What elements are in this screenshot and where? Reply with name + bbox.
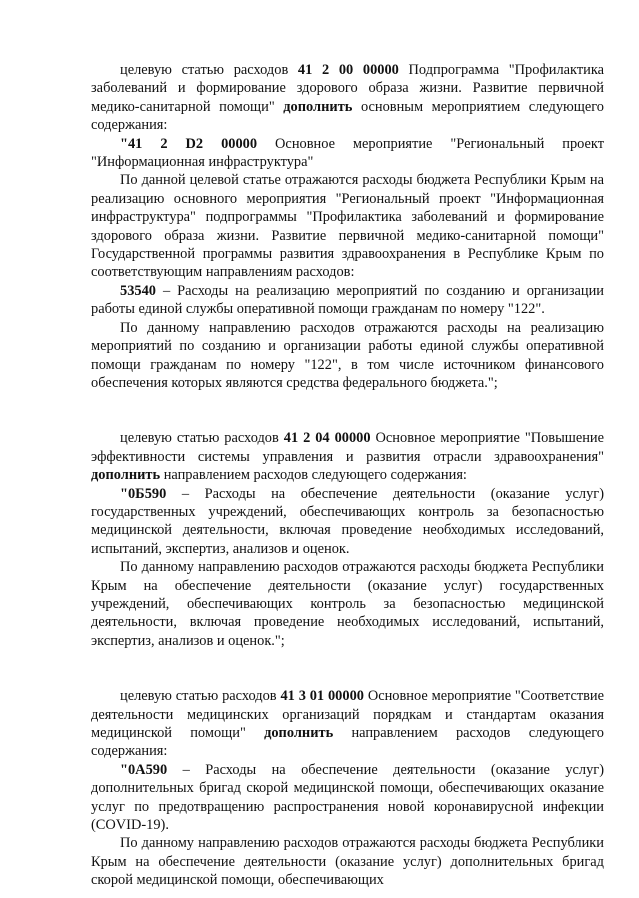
- paragraph: [91, 834, 604, 889]
- keyword-dopolnit: дополнить: [91, 467, 161, 484]
- paragraph: [91, 485, 604, 559]
- text: По данному направлению расходов отражаются расходы на реализацию мероприятий по созданию и организации работы единой службы оперативной помощи гражданам по номеру "122", в том числе источником финансового обеспечения которых являются средства федерального бюджета.";: [91, 319, 604, 391]
- text: направлением расходов следующего содержания:: [160, 467, 467, 484]
- text: – Расходы на обеспечение деятельности (оказание услуг) государственных учреждений, обеспечивающих контроль за безопасностью медицинской деятельности, включая проведение необходимых исследований, испытаний, экспертиз, анализов и оценок.: [91, 485, 604, 557]
- paragraph: [91, 761, 604, 835]
- text: – Расходы на обеспечение деятельности (оказание услуг) дополнительных бригад скорой медицинской помощи, обеспечивающих оказание услуг по предотвращению распространения новой коронавирусной инфекции (COVID-19).: [91, 761, 604, 834]
- text: целевую статью расходов: [120, 62, 298, 78]
- text: основным мероприятием следующего содержания:: [91, 98, 604, 134]
- paragraph: [91, 61, 604, 135]
- text: Подпрограмма "Профилактика заболеваний и формирование здорового образа жизни. Развитие первичной медико-санитарной помощи": [91, 62, 604, 115]
- code-41-3-01-00000: 41 3 01 00000: [280, 688, 364, 705]
- paragraph: [91, 687, 604, 761]
- text: Основное мероприятие "Региональный проект "Информационная инфраструктура": [91, 135, 605, 171]
- paragraph: [91, 135, 604, 172]
- keyword-dopolnit: дополнить: [264, 725, 334, 741]
- code-41-2-04-00000: 41 2 04 00000: [283, 430, 371, 447]
- text: целевую статью расходов: [120, 430, 284, 447]
- code-53540: 53540: [120, 282, 156, 299]
- amendment-block-41-2-04: [91, 429, 604, 650]
- code-41-2-00-00000: 41 2 00 00000: [297, 62, 399, 78]
- paragraph: [91, 171, 604, 281]
- paragraph: [91, 429, 604, 484]
- amendment-block-41-2-00: [91, 61, 604, 392]
- code-0B590: "0Б590: [120, 485, 167, 502]
- block-spacer: [91, 392, 604, 429]
- paragraph: [91, 319, 604, 393]
- amendment-block-41-3-01: [91, 687, 604, 889]
- text: По данной целевой статье отражаются расходы бюджета Республики Крым на реализацию основного мероприятия "Региональный проект "Информационная инфраструктура" подпрограммы "Профилактика заболеваний и формирование здорового образа жизни. Развитие первичной медико-санитарной помощи" Государственной программы развития здравоохранения в Республике Крым по соответствующим направлениям расходов:: [91, 172, 604, 281]
- paragraph: [91, 282, 604, 319]
- text: По данному направлению расходов отражаются расходы бюджета Республики Крым на обеспечение деятельности (оказание услуг) дополнительных бригад скорой медицинской помощи, обеспечивающих: [91, 835, 604, 889]
- text: – Расходы на реализацию мероприятий по созданию и организации работы единой службы оперативной помощи гражданам по номеру "122".: [91, 282, 604, 318]
- code-41-2-D2-00000: "41 2 D2 00000: [120, 135, 258, 152]
- text: направлением расходов следующего содержания:: [91, 725, 604, 760]
- paragraph: [91, 558, 604, 650]
- text: Основное мероприятие "Повышение эффективности системы управления и развития отрасли здравоохранения": [91, 430, 605, 465]
- document-body: [91, 61, 604, 890]
- text: целевую статью расходов: [120, 688, 281, 705]
- text: По данному направлению расходов отражаются расходы бюджета Республики Крым на обеспечение деятельности (оказание услуг) государственных учреждений, обеспечивающих контроль за безопасностью медицинской деятельности, включая проведение необходимых исследований, испытаний, экспертиз, анализов и оценок.";: [91, 559, 604, 649]
- keyword-dopolnit: дополнить: [283, 98, 353, 115]
- code-0A590: "0А590: [120, 761, 168, 778]
- block-spacer: [91, 650, 604, 687]
- text: Основное мероприятие "Соответствие деятельности медицинских организаций порядкам и стандартам оказания медицинской помощи": [91, 688, 605, 741]
